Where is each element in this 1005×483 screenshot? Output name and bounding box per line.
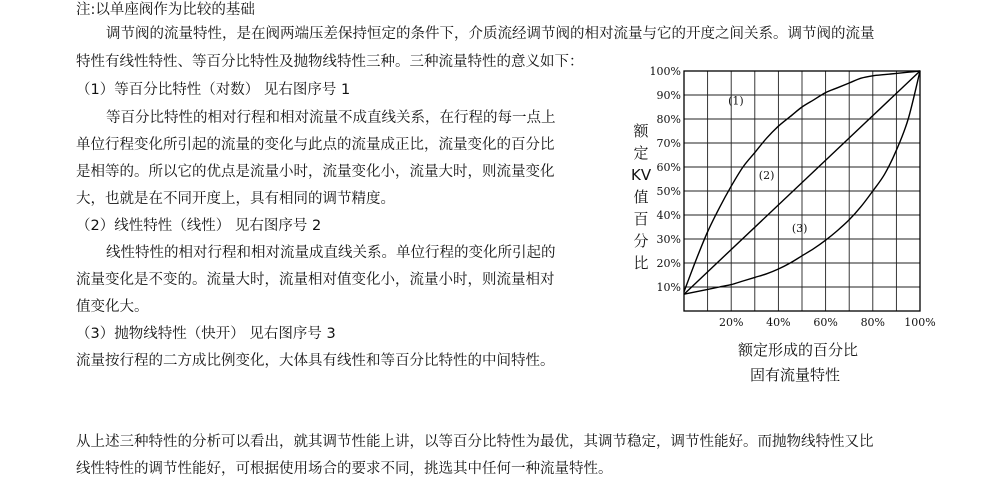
item2-title: （2）线性特性（线性） 见右图序号 2 bbox=[76, 218, 322, 234]
x-tick-label: 100% bbox=[904, 316, 936, 329]
item1-line-2: 单位行程变化所引起的流量的变化与此点的流量成正比，流量变化的百分比 bbox=[76, 137, 555, 153]
x-tick-label: 60% bbox=[813, 316, 838, 329]
x-tick-label: 80% bbox=[860, 316, 886, 329]
conclusion-line-1: 从上述三种特性的分析可以看出，就其调节性能上讲，以等百分比特性为最优，其调节稳定，调节性能好。而抛物线特性又比 bbox=[76, 434, 874, 450]
item1-line-1: 等百分比特性的相对行程和相对流量不成直线关系，在行程的每一点上 bbox=[106, 110, 556, 126]
y-axis-label-char: 比 bbox=[633, 254, 649, 272]
y-tick-label: 60% bbox=[656, 161, 681, 174]
item2-line-3: 值变化大。 bbox=[76, 299, 149, 315]
y-axis-label-char: 额 bbox=[633, 122, 649, 140]
y-tick-label: 90% bbox=[656, 89, 681, 102]
doc-note: 注:以单座阀作为比较的基础 bbox=[76, 2, 255, 18]
item1-title: （1）等百分比特性（对数） 见右图序号 1 bbox=[76, 82, 351, 98]
y-tick-label: 10% bbox=[656, 281, 681, 294]
item2-line-2: 流量变化是不变的。流量大时，流量相对值变化小，流量小时，则流量相对 bbox=[76, 272, 555, 288]
item3-line-1: 流量按行程的二方成比例变化，大体具有线性和等百分比特性的中间特性。 bbox=[76, 353, 555, 369]
conclusion-line-2: 线性特性的调节性能好，可根据使用场合的要求不同，挑选其中任何一种流量特性。 bbox=[76, 461, 613, 477]
y-tick-label: 40% bbox=[656, 209, 681, 222]
intro-line-1: 调节阀的流量特性，是在阀两端压差保持恒定的条件下，介质流经调节阀的相对流量与它的开度之间关系。调节阀的流量 bbox=[106, 26, 875, 42]
item2-line-1: 线性特性的相对行程和相对流量成直线关系。单位行程的变化所引起的 bbox=[106, 245, 556, 261]
y-axis-label-char: 分 bbox=[633, 232, 649, 250]
y-axis-label-char: 百 bbox=[633, 210, 649, 228]
series-label-2: (2) bbox=[758, 169, 775, 182]
series-label-1: (1) bbox=[728, 94, 744, 108]
y-tick-label: 80% bbox=[656, 113, 681, 126]
x-tick-label: 40% bbox=[766, 316, 791, 329]
y-tick-label: 70% bbox=[656, 137, 681, 150]
x-tick-label: 20% bbox=[718, 316, 744, 329]
item1-line-4: 大，也就是在不同开度上，具有相同的调节精度。 bbox=[76, 191, 395, 207]
item1-line-3: 是相等的。所以它的优点是流量小时，流量变化小，流量大时，则流量变化 bbox=[76, 164, 555, 180]
y-axis-label-char: 定 bbox=[633, 144, 649, 162]
y-tick-label: 30% bbox=[656, 233, 681, 246]
y-axis-label-char: KV bbox=[631, 166, 652, 184]
y-axis-label-char: 值 bbox=[633, 188, 649, 206]
intro-line-2: 特性有线性特性、等百分比特性及抛物线特性三种。三种流量特性的意义如下： bbox=[76, 54, 584, 70]
chart-x-axis-label: 额定形成的百分比 bbox=[738, 341, 859, 359]
y-tick-label: 20% bbox=[656, 257, 681, 270]
item3-title: （3）抛物线特性（快开） 见右图序号 3 bbox=[76, 326, 336, 342]
chart-caption: 固有流量特性 bbox=[750, 366, 841, 384]
y-tick-label: 100% bbox=[649, 65, 681, 78]
y-tick-label: 50% bbox=[656, 185, 681, 198]
series-label-3: (3) bbox=[791, 221, 808, 235]
